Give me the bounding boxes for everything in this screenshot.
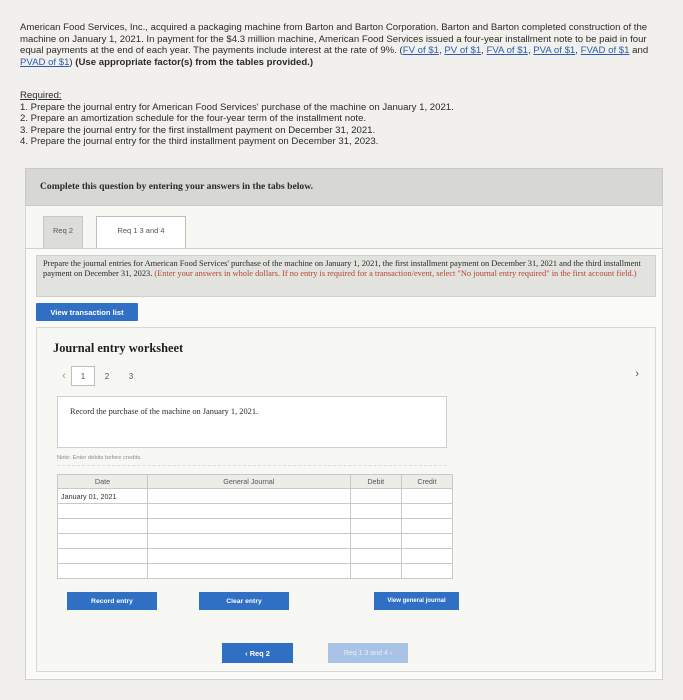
chevron-right-icon: › [387,649,393,657]
link-fvad[interactable]: FVAD of $1 [580,45,630,57]
link-fva[interactable]: FVA of $1 [486,45,528,57]
record-prompt: Record the purchase of the machine on January 1, 2021. [57,396,447,448]
link-pvad[interactable]: PVAD of $1 [20,56,70,68]
required-item: 1. Prepare the journal entry for American Food Services' purchase of the machine on January 1, 2021. [20,101,454,113]
view-general-journal-button[interactable]: View general journal [374,592,459,610]
debits-note: Note: Enter debits before credits. [57,452,447,466]
account-cell[interactable] [148,519,351,534]
factor-instruction: (Use appropriate factor(s) from the tables provided.) [75,56,314,68]
tab-req-2[interactable]: Req 2 [43,216,83,248]
clear-entry-button[interactable]: Clear entry [199,592,289,610]
link-pva[interactable]: PVA of $1 [533,45,576,57]
credit-cell[interactable] [401,519,452,534]
journal-table [57,474,453,579]
required-heading: Required: [20,90,62,101]
date-cell[interactable] [58,549,148,564]
col-date: Date [58,475,148,489]
credit-cell[interactable] [401,564,452,579]
instructions-text: Complete this question by entering your answers in the tabs below. [40,181,313,192]
worksheet-pager [57,366,143,386]
record-entry-button[interactable]: Record entry [67,592,157,610]
link-fv[interactable]: FV of $1 [402,45,440,57]
col-debit: Debit [350,475,401,489]
table-row [58,549,453,564]
account-cell[interactable] [148,504,351,519]
tab-panel [25,248,663,680]
debit-cell[interactable] [350,504,401,519]
page-1[interactable]: 1 [71,366,95,386]
account-cell[interactable] [148,534,351,549]
page-2[interactable]: 2 [104,371,110,381]
debit-cell[interactable] [350,564,401,579]
link-pv[interactable]: PV of $1 [444,45,482,57]
instructions-bar [25,168,663,206]
account-cell[interactable] [148,564,351,579]
required-item: 4. Prepare the journal entry for the third installment payment on December 31, 2023. [20,136,379,148]
chevron-left-icon: ‹ [245,648,250,658]
chevron-left-icon[interactable]: ‹ [62,370,66,382]
required-item: 2. Prepare an amortization schedule for the four-year term of the installment note. [20,113,367,125]
page-3[interactable]: 3 [128,371,134,381]
next-req-button: Req 1 3 and 4 › [328,643,408,663]
table-row [58,489,453,504]
debit-cell[interactable] [350,519,401,534]
problem-statement: American Food Services, Inc., acquired a packaging machine from Barton and Barton Corporation. Barton and Barton completed construction of the machine on January 1, 2021. In payment for the $4.3 million machine, American Food Services issued a four-year installment note to be paid in four equal payments at the end of each year. The payments include interest at the rate of 9%. (FV of $1, PV of $1, FVA of $1, PVA of $1, FVAD of $1 and PVAD of $1) (Use appropriate factor(s) from the tables provided.) [20,22,649,68]
view-transaction-list-button[interactable]: View transaction list [36,303,138,321]
credit-cell[interactable] [401,549,452,564]
table-row [58,504,453,519]
date-cell[interactable] [58,564,148,579]
credit-cell[interactable] [401,534,452,549]
debit-cell[interactable] [350,549,401,564]
tab-req-1-3-4[interactable]: Req 1 3 and 4 [96,216,186,248]
required-section [20,90,660,148]
col-credit: Credit [401,475,452,489]
date-cell[interactable] [58,534,148,549]
chevron-right-icon[interactable]: › [635,368,639,380]
entry-rules: (Enter your answers in whole dollars. If no entry is required for a transaction/event, select "No journal entry required" in the first account field.) [154,269,637,278]
panel-instructions: Prepare the journal entries for American Food Services' purchase of the machine on January 1, 2021, the first installment payment on December 31, 2021 and the third installment payment on December 31, 2023. (Enter your answers in whole dollars. If no entry is required for a transaction/event, select "No journal entry required" in the first account field.) [36,255,656,297]
tab-strip [25,206,663,248]
credit-cell[interactable] [401,489,452,504]
date-cell[interactable]: January 01, 2021 [58,489,148,504]
table-row [58,534,453,549]
debit-cell[interactable] [350,534,401,549]
account-cell[interactable] [148,489,351,504]
journal-entry-worksheet [36,327,656,672]
col-general-journal: General Journal [148,475,351,489]
account-cell[interactable] [148,549,351,564]
table-row [58,519,453,534]
date-cell[interactable] [58,504,148,519]
prev-req-button[interactable]: ‹ Req 2 [222,643,293,663]
table-row [58,564,453,579]
date-cell[interactable] [58,519,148,534]
debit-cell[interactable] [350,489,401,504]
required-item: 3. Prepare the journal entry for the first installment payment on December 31, 2021. [20,124,376,136]
worksheet-title: Journal entry worksheet [53,341,184,355]
credit-cell[interactable] [401,504,452,519]
problem-text: American Food Services, Inc., acquired a packaging machine from Barton and Barton Corporation. Barton and Barton completed construction of the machine on January 1, 2021. In payment for the $4.3 million machine, American Food Services issued a four-year installment note to be paid in four equal payments at the end of each year. The payments include interest at the rate of 9%. ( [20,22,648,57]
